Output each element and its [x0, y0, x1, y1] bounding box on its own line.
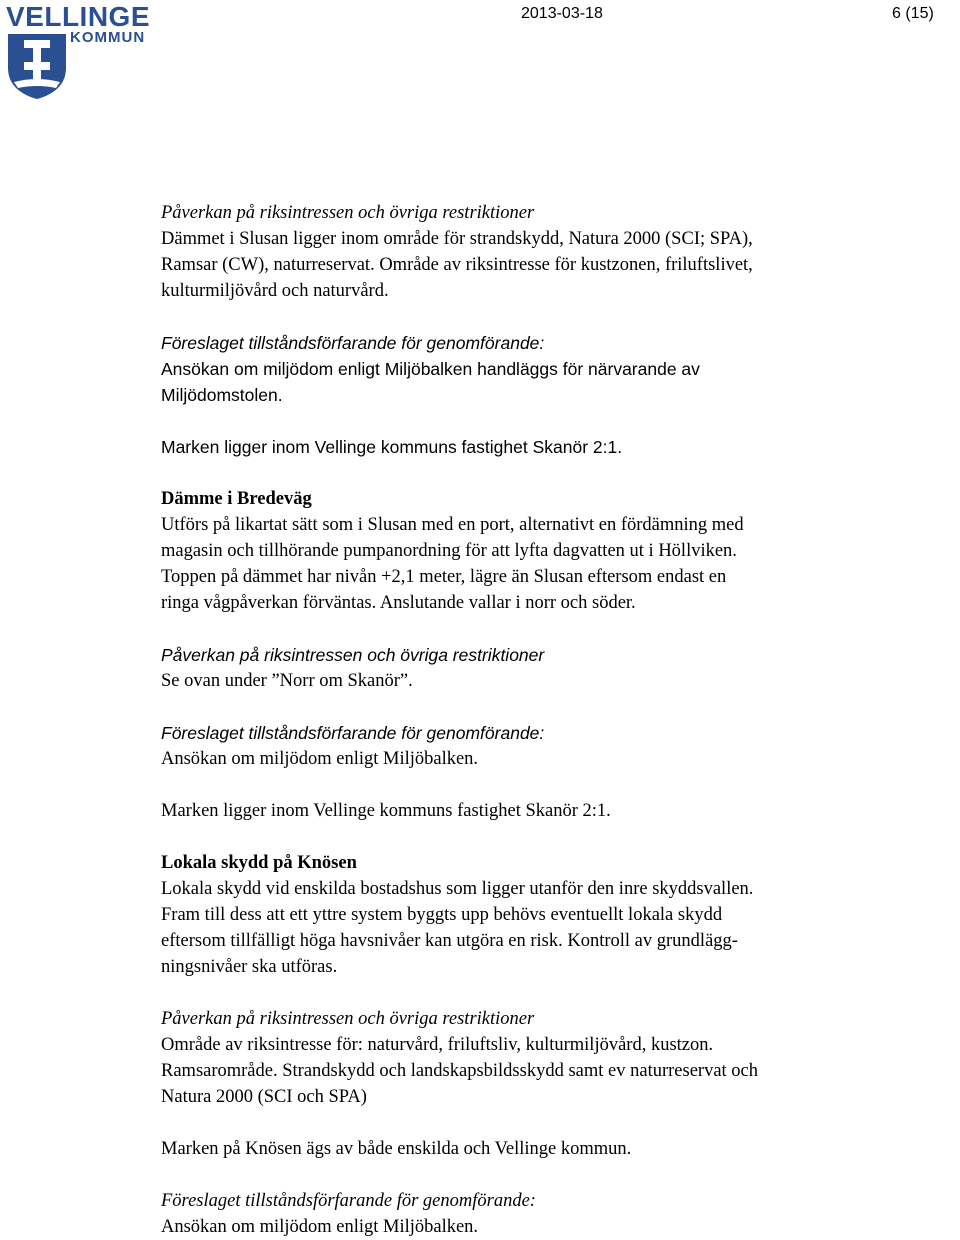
section-heading-procedure: Föreslaget tillståndsförfarande för genomförande:: [161, 333, 545, 353]
paragraph-line: eftersom tillfälligt höga havsnivåer kan utgöra en risk. Kontroll av grundlägg-: [161, 931, 738, 951]
paragraph-line: magasin och tillhörande pumpanordning för att lyfta dagvatten ut i Höllviken.: [161, 541, 737, 561]
paragraph-line: Marken ligger inom Vellinge kommuns fastighet Skanör 2:1.: [161, 801, 611, 821]
coat-of-arms-icon: [6, 32, 68, 100]
paragraph-line: ringa vågpåverkan förväntas. Anslutande vallar i norr och söder.: [161, 593, 636, 613]
paragraph-line: Ansökan om miljödom enligt Miljöbalken.: [161, 749, 479, 769]
paragraph-line: Marken på Knösen ägs av både enskilda och Vellinge kommun.: [161, 1139, 632, 1159]
section-title: Dämme i Bredeväg: [161, 489, 312, 509]
vellinge-logo: [4, 2, 164, 102]
paragraph-line: Ramsarområde. Strandskydd och landskapsbildsskydd samt ev naturreservat och: [161, 1061, 759, 1081]
paragraph-line: Ansökan om miljödom enligt Miljöbalken.: [161, 1217, 479, 1237]
page-number: 6 (15): [892, 5, 934, 22]
document-body: [161, 200, 921, 1240]
section-heading-impact: Påverkan på riksintressen och övriga restriktioner: [161, 1009, 535, 1029]
paragraph-line: Utförs på likartat sätt som i Slusan med en port, alternativt en fördämning med: [161, 515, 744, 535]
logo-title: VELLINGE: [6, 1, 151, 32]
section-heading-impact: Påverkan på riksintressen och övriga restriktioner: [161, 203, 535, 223]
paragraph-line: Ansökan om miljödom enligt Miljöbalken handläggs för närvarande av: [161, 359, 700, 379]
paragraph-line: Natura 2000 (SCI och SPA): [161, 1087, 367, 1107]
paragraph-line: Lokala skydd vid enskilda bostadshus som ligger utanför den inre skyddsvallen.: [161, 879, 754, 899]
logo-subtitle: KOMMUN: [70, 29, 146, 46]
section-heading-procedure: Föreslaget tillståndsförfarande för genomförande:: [161, 723, 545, 743]
section-heading-procedure: Föreslaget tillståndsförfarande för genomförande:: [161, 1191, 536, 1211]
paragraph-line: Marken ligger inom Vellinge kommuns fastighet Skanör 2:1.: [161, 437, 623, 457]
paragraph-line: ningsnivåer ska utföras.: [161, 957, 338, 977]
paragraph-line: Område av riksintresse för: naturvård, friluftsliv, kulturmiljövård, kustzon.: [161, 1035, 714, 1055]
paragraph-line: Toppen på dämmet har nivån +2,1 meter, lägre än Slusan eftersom endast en: [161, 567, 727, 587]
paragraph-line: Ramsar (CW), naturreservat. Område av riksintresse för kustzonen, friluftslivet,: [161, 255, 753, 275]
section-title: Lokala skydd på Knösen: [161, 853, 357, 873]
section-heading-impact: Påverkan på riksintressen och övriga restriktioner: [161, 645, 545, 665]
paragraph-line: Fram till dess att ett yttre system byggts upp behövs eventuellt lokala skydd: [161, 905, 723, 925]
paragraph-line: Miljödomstolen.: [161, 385, 283, 405]
paragraph-line: Dämmet i Slusan ligger inom område för strandskydd, Natura 2000 (SCI; SPA),: [161, 229, 753, 249]
document-date: 2013-03-18: [521, 5, 603, 22]
paragraph-line: Se ovan under ”Norr om Skanör”.: [161, 671, 413, 691]
paragraph-line: kulturmiljövård och naturvård.: [161, 281, 389, 301]
